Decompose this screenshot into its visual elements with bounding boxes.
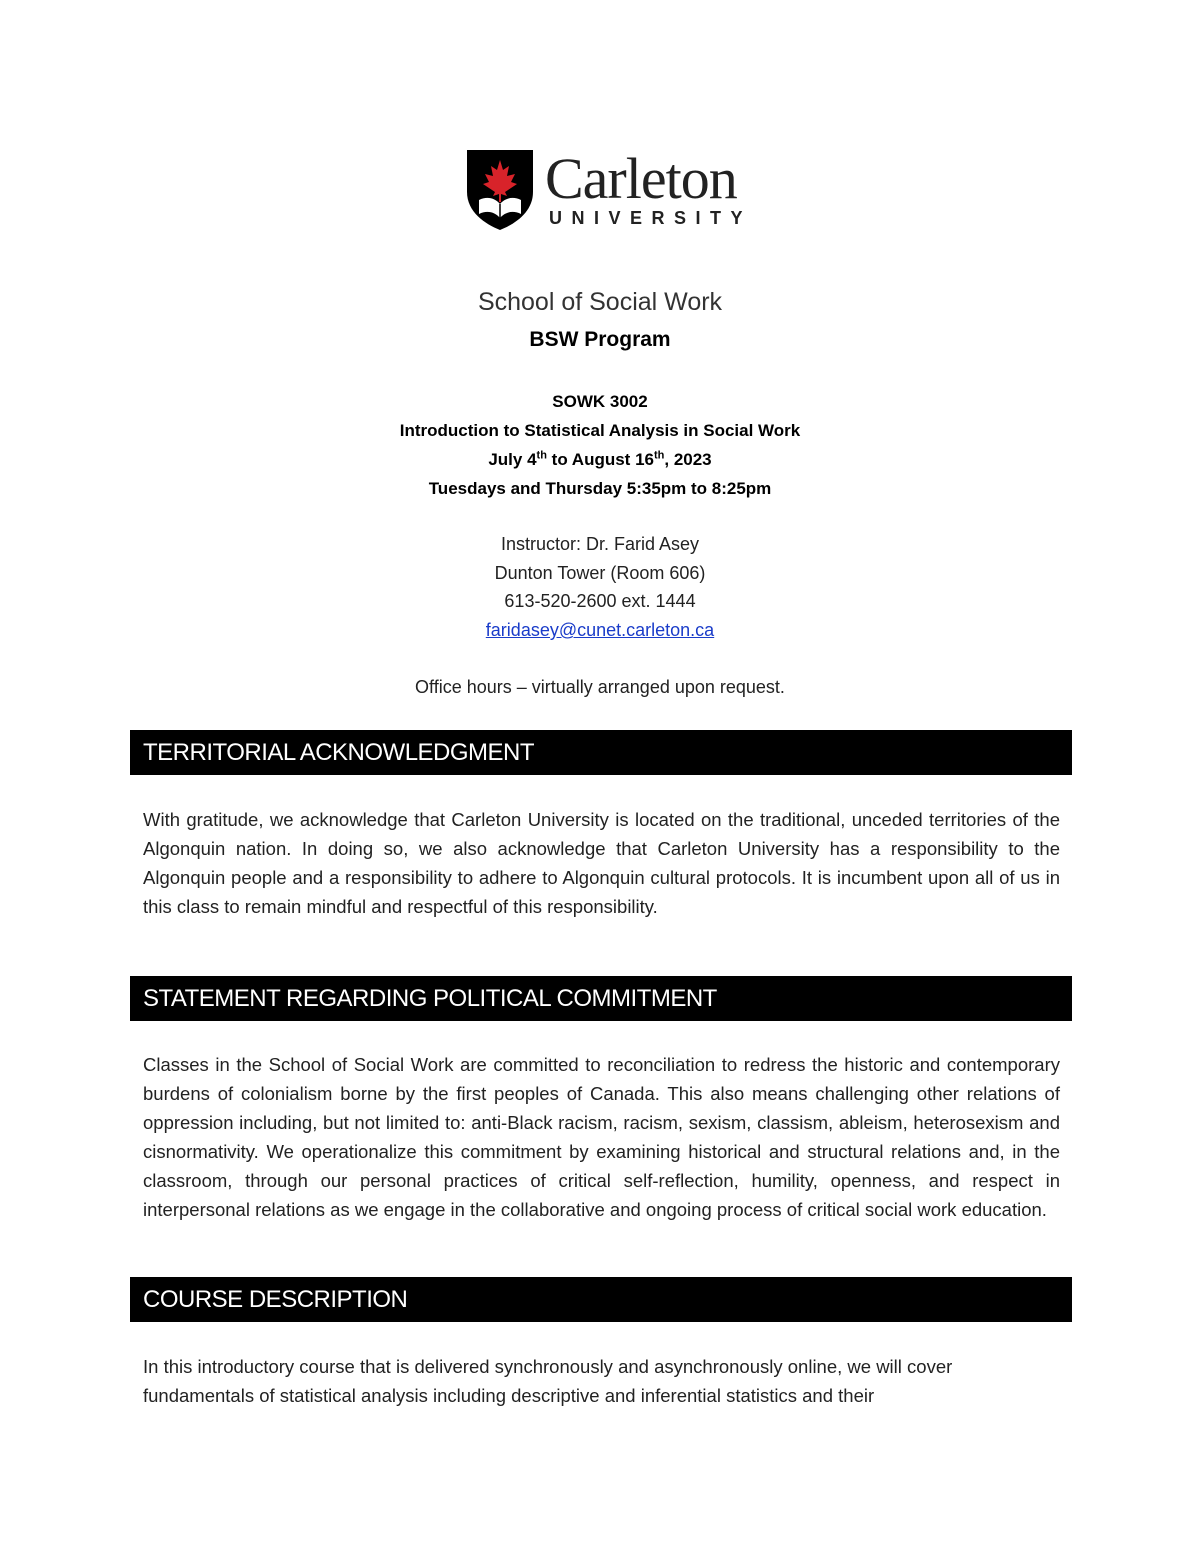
instructor-phone: 613-520-2600 ext. 1444 (504, 591, 696, 611)
logo-wordmark: Carleton (545, 146, 737, 211)
shield-icon (465, 148, 535, 232)
instructor-room: Dunton Tower (Room 606) (494, 563, 706, 583)
school-name: School of Social Work (477, 288, 723, 316)
instructor-email-link[interactable]: faridasey@cunet.carleton.ca (485, 620, 715, 640)
dates-suffix: , 2023 (664, 450, 712, 469)
logo-subtitle: UNIVERSITY (549, 208, 753, 228)
course-schedule: Tuesdays and Thursday 5:35pm to 8:25pm (428, 479, 772, 498)
section-body-course-description: In this introductory course that is delivered synchronously and asynchronously online, we will cover fundamentals of statistical analysis including descriptive and inferential statistics and their (143, 1356, 953, 1406)
section-body-political: Classes in the School of Social Work are committed to reconciliation to redress the historic and contemporary burdens of colonialism borne by the first peoples of Canada. This also means challenging other relations of oppression including, but not limited to: anti-Black racism, racism, sexism, classism, ableism, heterosexism and cisnormativity. We operationalize this commitment by examining historical and structural relations and, in the classroom, through our personal practices of critical self-reflection, humility, openness, and respect in interpersonal relations as we engage in the collaborative and ongoing process of critical social work education. (143, 1054, 1060, 1220)
instructor-name: Instructor: Dr. Farid Asey (500, 534, 700, 554)
section-heading-territorial: TERRITORIAL ACKNOWLEDGMENT (130, 730, 1072, 775)
section-heading-political: STATEMENT REGARDING POLITICAL COMMITMENT (130, 976, 1072, 1021)
section-body-territorial: With gratitude, we acknowledge that Carleton University is located on the traditional, unceded territories of the Algonquin nation. In doing so, we also acknowledge that Carleton University has a responsibility to the Algonquin people and a responsibility to adhere to Algonquin cultural protocols. It is incumbent upon all of us in this class to remain mindful and respectful of this responsibility. (143, 809, 1060, 917)
course-code: SOWK 3002 (552, 392, 648, 411)
course-dates (0, 450, 1200, 470)
office-hours: Office hours – virtually arranged upon request. (415, 677, 785, 697)
program-name: BSW Program (529, 328, 671, 351)
dates-middle: to August 16 (546, 450, 654, 469)
dates-start-sup: th (536, 449, 547, 462)
course-title: Introduction to Statistical Analysis in Social Work (399, 421, 801, 440)
dates-start: July 4 (488, 450, 537, 469)
dates-end-sup: th (653, 449, 665, 462)
carleton-logo (465, 148, 785, 232)
section-heading-course-description: COURSE DESCRIPTION (130, 1277, 1072, 1322)
